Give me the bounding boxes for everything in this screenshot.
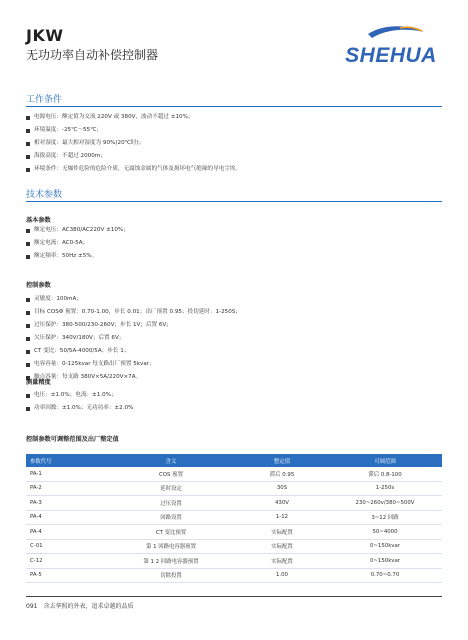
table-cell: 第 1 回路电容器预置 xyxy=(106,539,236,554)
list-item: 电压：±1.0%；电流：±1.0%； xyxy=(26,389,133,402)
basic-params-title: 基本参数 xyxy=(26,217,51,224)
bullet-square-icon xyxy=(26,298,30,302)
shehua-logo xyxy=(338,22,444,74)
list-item: 相对湿度：最大相对湿度为 90%(20℃时)； xyxy=(26,137,241,150)
table-row xyxy=(26,496,442,511)
table-row xyxy=(26,539,442,554)
list-item: 环境温度：-25℃～55℃； xyxy=(26,124,241,137)
list-item: 环境条件：无爆炸危险的危险介质，无腐蚀金属的气体及损坏电气绝缘的导电尘埃。 xyxy=(26,163,241,176)
table-cell: C-12 xyxy=(26,554,106,569)
section-divider xyxy=(26,106,442,107)
bullet-square-icon xyxy=(26,142,30,146)
table-row xyxy=(26,510,442,525)
table-cell: PA-4 xyxy=(26,510,106,525)
list-item: 灵敏度：100mA； xyxy=(26,293,241,306)
control-params-list xyxy=(26,293,241,384)
table-cell: COS 预置 xyxy=(106,467,236,481)
list-item: 欠压保护：340V/180V；后置 6V； xyxy=(26,332,241,345)
footer-divider xyxy=(26,596,442,597)
work-conditions-title: 工作条件 xyxy=(26,95,63,105)
list-item: 功率因数：±1.0%；无功功率：±2.0% xyxy=(26,402,133,415)
list-item: 电源电压：额定值为交流 220V 或 380V，波动不超过 ±10%； xyxy=(26,111,241,124)
params-table xyxy=(26,454,442,583)
model-title: JKW xyxy=(26,26,64,45)
table-row xyxy=(26,525,442,540)
table-cell: PA-3 xyxy=(26,496,106,511)
list-item: CT 变比：50/5A-4000/5A；步长 1； xyxy=(26,345,241,358)
list-item: 电容容量：0-125kvar 每支路出厂预置 5kvar； xyxy=(26,358,241,371)
table-cell: 滞后 0.95 xyxy=(236,467,328,481)
table-cell: 切除投置 xyxy=(106,568,236,583)
table-cell: 1-12 xyxy=(236,510,328,525)
table-cell: 0~150kvar xyxy=(328,539,442,554)
table-title: 控制参数可调整范围及出厂整定值 xyxy=(26,436,119,443)
table-cell: PA-4 xyxy=(26,525,106,540)
table-header-row xyxy=(26,454,442,467)
list-item: 触点容量：每支路 380V×5A/220V×7A。 xyxy=(26,371,241,384)
table-cell: 实际配置 xyxy=(236,525,328,540)
list-item: 海拔高度：不超过 2000m； xyxy=(26,150,241,163)
footer-slogan: 含去华照的外表，追求卓越的品质 xyxy=(43,603,134,610)
list-item: 目标 COSΦ 预置：0.70-1.00，步长 0.01；出厂预置 0.95；投切延时：1-250S； xyxy=(26,306,241,319)
basic-params-list xyxy=(26,224,129,263)
table-cell: 实际配置 xyxy=(236,554,328,569)
footer xyxy=(26,601,133,610)
table-cell: 1-250s xyxy=(328,481,442,496)
table-cell: 回路设置 xyxy=(106,510,236,525)
tech-params-title: 技术参数 xyxy=(26,190,63,200)
accuracy-title: 测量精度 xyxy=(26,379,51,386)
table-cell: 延时设定 xyxy=(106,481,236,496)
table-cell: 1.00 xyxy=(236,568,328,583)
table-cell: 0~150kvar xyxy=(328,554,442,569)
table-cell: 50~4000 xyxy=(328,525,442,540)
bullet-square-icon xyxy=(26,155,30,159)
bullet-square-icon xyxy=(26,116,30,120)
table-row xyxy=(26,568,442,583)
list-item: 额定电流：AC0-5A； xyxy=(26,237,129,250)
table-row xyxy=(26,554,442,569)
table-cell: 第 1 2 回路电容器预置 xyxy=(106,554,236,569)
table-cell: 230~260v/380~500V xyxy=(328,496,442,511)
table-cell: 滞后 0.8-100 xyxy=(328,467,442,481)
bullet-square-icon xyxy=(26,363,30,367)
table-row xyxy=(26,467,442,481)
list-item: 过压保护：380-500/230-260V；步长 1V；后置 6V； xyxy=(26,319,241,332)
column-header: 含义 xyxy=(106,454,236,467)
bullet-square-icon xyxy=(26,242,30,246)
bullet-square-icon xyxy=(26,255,30,259)
accuracy-list xyxy=(26,389,133,415)
table-cell: CT 变比预置 xyxy=(106,525,236,540)
column-header: 可调范围 xyxy=(328,454,442,467)
table-cell: 过压设置 xyxy=(106,496,236,511)
table-cell: 实际配置 xyxy=(236,539,328,554)
column-header: 整定值 xyxy=(236,454,328,467)
bullet-square-icon xyxy=(26,350,30,354)
table-cell: PA-2 xyxy=(26,481,106,496)
bullet-square-icon xyxy=(26,394,30,398)
bullet-square-icon xyxy=(26,311,30,315)
bullet-square-icon xyxy=(26,168,30,172)
table-cell: PA-1 xyxy=(26,467,106,481)
logo-text: SHEHUA xyxy=(345,44,437,67)
work-conditions-list xyxy=(26,111,241,176)
control-params-title: 控制参数 xyxy=(26,282,51,289)
page-number: 091 xyxy=(26,603,38,610)
bullet-square-icon xyxy=(26,407,30,411)
table-cell: 0.70~0.70 xyxy=(328,568,442,583)
table-row xyxy=(26,481,442,496)
table-cell: 3~12 回路 xyxy=(328,510,442,525)
table-cell: C-01 xyxy=(26,539,106,554)
list-item: 额定频率：50Hz ±5%。 xyxy=(26,250,129,263)
bullet-square-icon xyxy=(26,129,30,133)
table-cell: 430V xyxy=(236,496,328,511)
section-divider xyxy=(26,201,442,202)
bullet-square-icon xyxy=(26,229,30,233)
bullet-square-icon xyxy=(26,337,30,341)
table-cell: PA-5 xyxy=(26,568,106,583)
bullet-square-icon xyxy=(26,324,30,328)
column-header: 参数代号 xyxy=(26,454,106,467)
product-name: 无功功率自动补偿控制器 xyxy=(26,48,159,62)
table-cell: 30S xyxy=(236,481,328,496)
list-item: 额定电压：AC380/AC220V ±10%； xyxy=(26,224,129,237)
